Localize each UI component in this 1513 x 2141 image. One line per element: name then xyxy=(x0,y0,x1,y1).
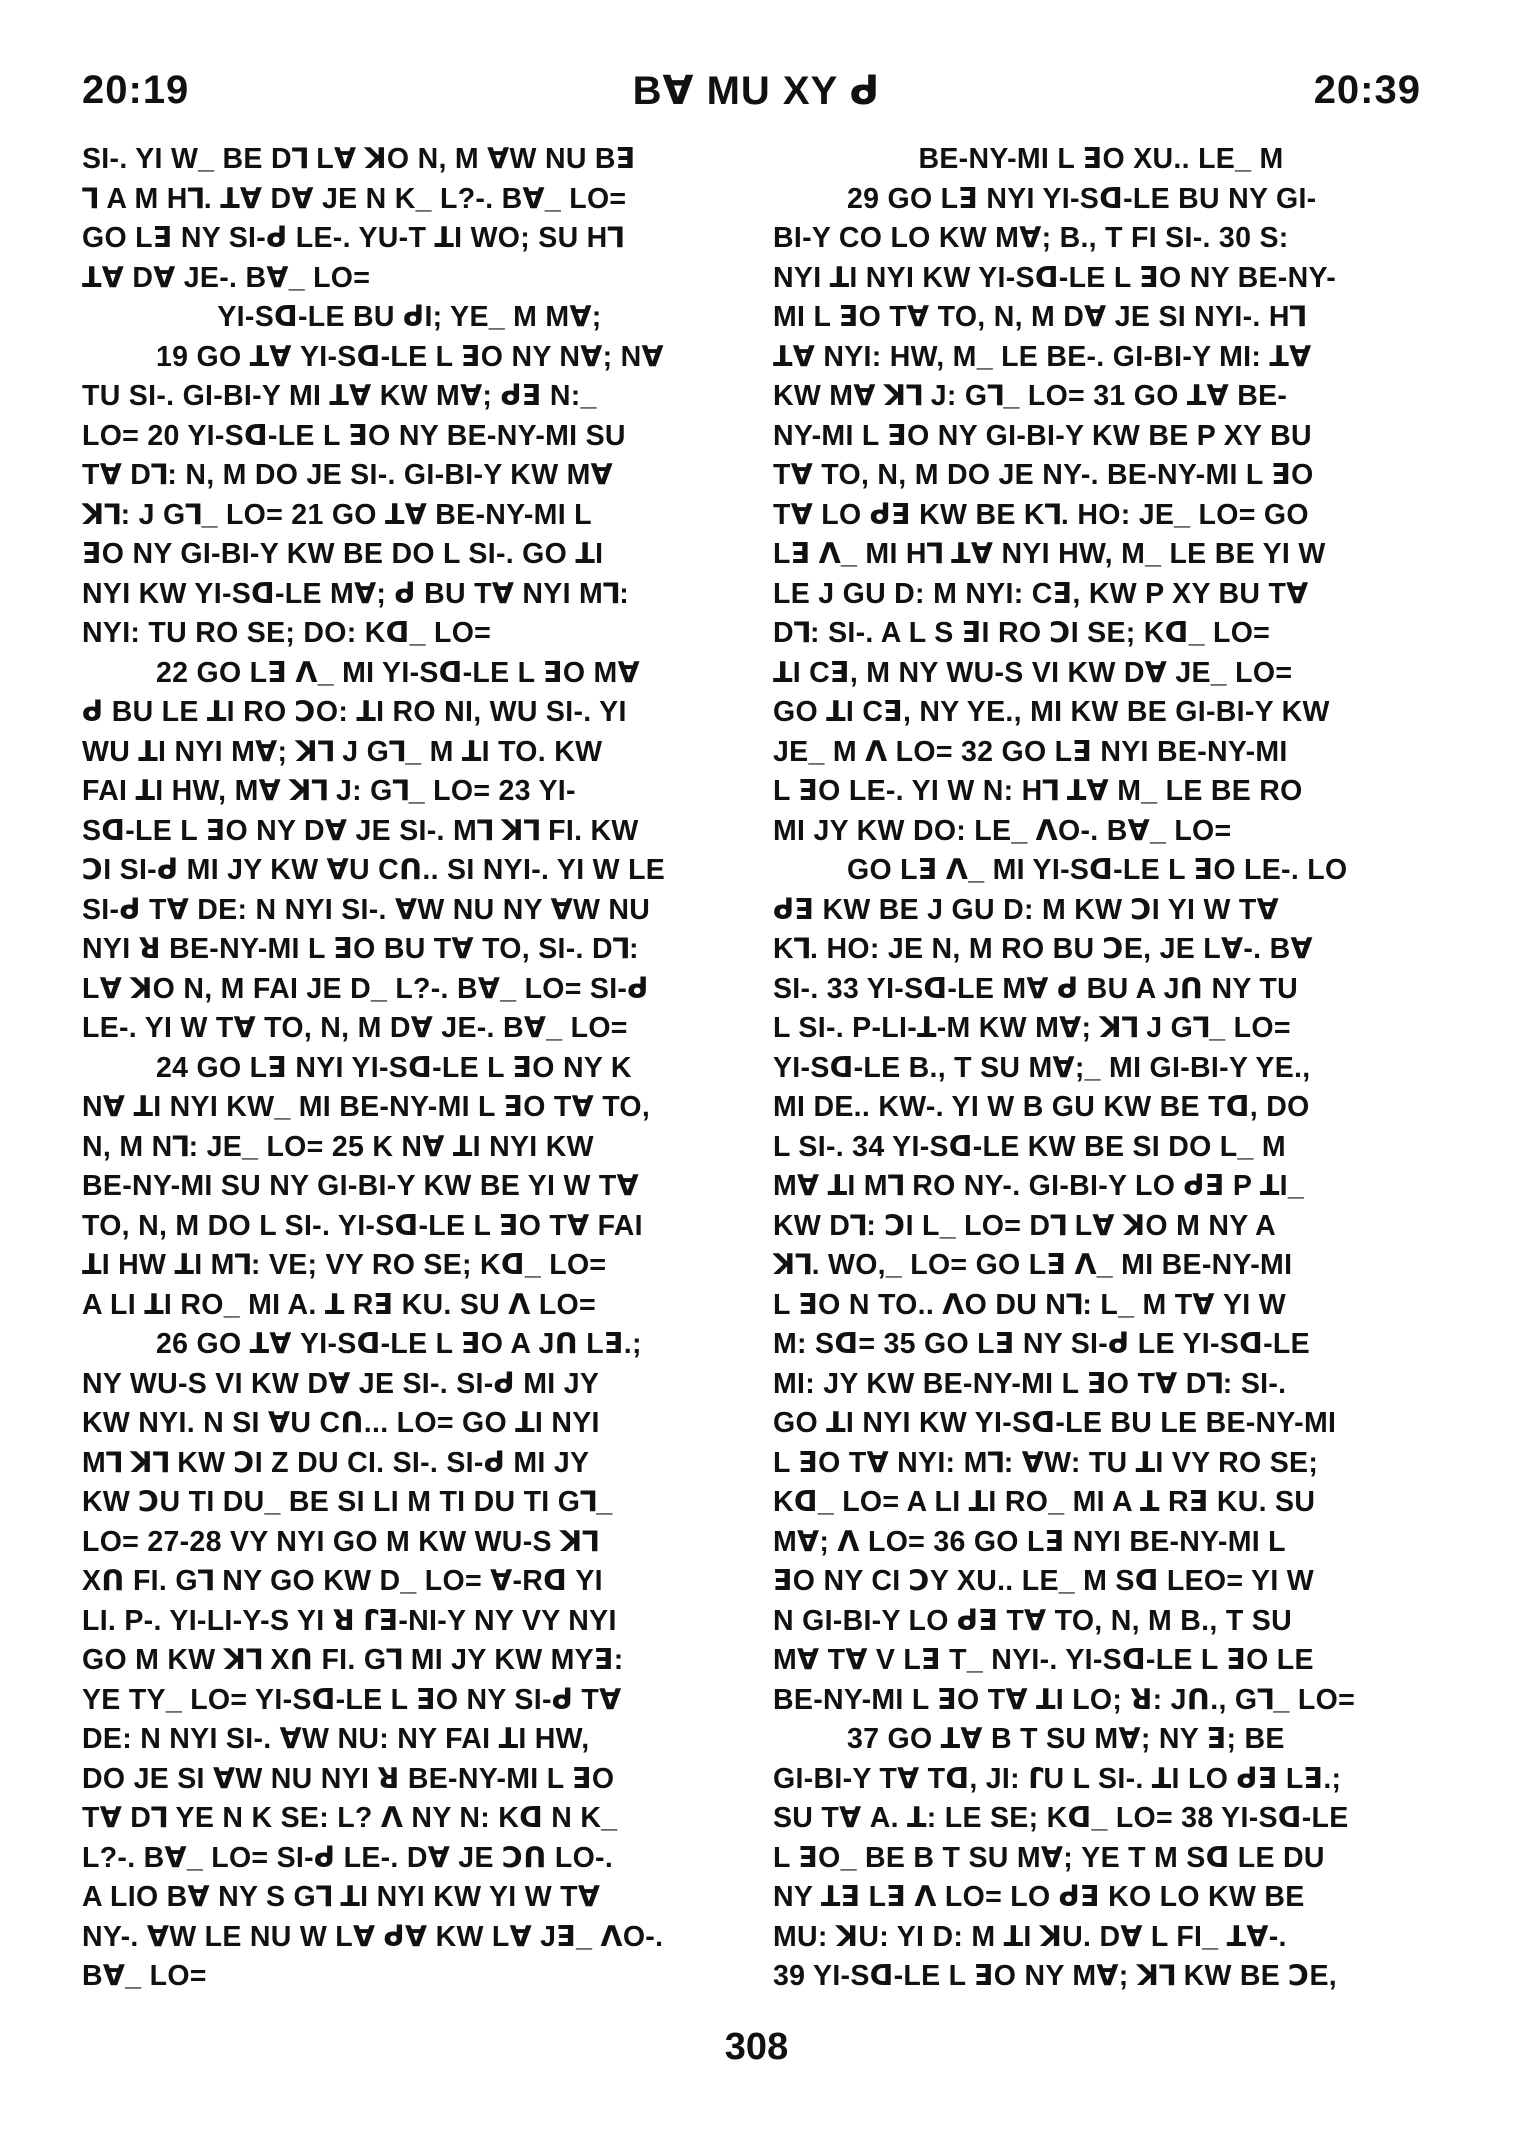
text-line: NY-. ꓯW LE NU W Lꓯ ᑯꓯ KW Lꓯ Jꓱ_ ꓥO-. xyxy=(82,1920,664,1953)
text-line: Nꓯ ꓕI NYI KW_ MI BE-NY-MI L ꓱO Tꓯ TO, xyxy=(82,1091,651,1123)
text-line: GO ꓕI Cꓱ, NY YE., MI KW BE GI-BI-Y KW xyxy=(773,696,1330,728)
header-book-title: Bꓯ MU XY ᑯ xyxy=(632,69,881,113)
text-line: ꓕꓯ NYI: HW, M_ LE BE-. GI-BI-Y MI: ꓕꓯ xyxy=(773,340,1312,373)
text-line: GO Lꓱ NY SI-ᑯ LE-. YU-T ꓕI WO; SU Hꓶ xyxy=(82,222,624,254)
text-line: GO M KW ꓘꓶ Xꓵ FI. Gꓶ MI JY KW MYꓱ: xyxy=(82,1644,624,1676)
text-line: L SI-. P-LI-ꓕ-M KW Mꓯ; ꓘꓶ J Gꓶ_ LO= xyxy=(773,1012,1291,1044)
text-line: LE J GU D: M NYI: Cꓱ, KW P XY BU Tꓯ xyxy=(773,577,1309,610)
text-line: DE: N NYI SI-. ꓯW NU: NY FAI ꓕI HW, xyxy=(82,1723,590,1755)
text-line: FAI ꓕI HW, Mꓯ ꓘꓶ J: Gꓶ_ LO= 23 YI- xyxy=(82,775,576,807)
text-line: NY ꓕꓱ Lꓱ ꓥ LO= LO ᑯꓱ KO LO KW BE xyxy=(773,1881,1305,1913)
text-line: KW NYI. N SI ꓯU Cꓵ... LO= GO ꓕI NYI xyxy=(82,1407,600,1439)
text-line: SI-. YI W_ BE Dꓶ Lꓯ ꓘO N, M ꓯW NU Bꓱ xyxy=(82,143,636,175)
header-left-reference: 20:19 xyxy=(82,68,190,112)
text-line: 26 GO ꓕꓯ YI-Sꓷ-LE L ꓱO A Jꓵ Lꓱ.; xyxy=(156,1328,642,1360)
text-line: Mꓯ Tꓯ V Lꓱ T_ NYI-. YI-Sꓷ-LE L ꓱO LE xyxy=(773,1644,1314,1676)
text-line: ꓕI Cꓱ, M NY WU-S VI KW Dꓯ JE_ LO= xyxy=(773,656,1293,689)
text-line: A LI ꓕI RO_ MI A. ꓕ Rꓱ KU. SU ꓥ LO= xyxy=(82,1288,596,1321)
text-line: JE_ M ꓥ LO= 32 GO Lꓱ NYI BE-NY-MI xyxy=(773,735,1288,768)
text-line: ꓕI HW ꓕI Mꓶ: VE; VY RO SE; Kꓷ_ LO= xyxy=(82,1249,607,1281)
text-line: L ꓱO Tꓯ NYI: Mꓶ: ꓯW: TU ꓕI VY RO SE; xyxy=(773,1446,1319,1479)
text-line: Kꓶ. HO: JE N, M RO BU ꓛE, JE Lꓯ-. Bꓯ xyxy=(773,933,1313,965)
text-line: YE TY_ LO= YI-Sꓷ-LE L ꓱO NY SI-ᑯ Tꓯ xyxy=(82,1683,622,1716)
text-line: M: Sꓷ= 35 GO Lꓱ NY SI-ᑯ LE YI-Sꓷ-LE xyxy=(773,1328,1310,1360)
text-line: LO= 27-28 VY NYI GO M KW WU-S ꓘꓶ xyxy=(82,1525,599,1558)
text-line: MI JY KW DO: LE_ ꓥO-. Bꓯ_ LO= xyxy=(773,814,1232,847)
text-line: WU ꓕI NYI Mꓯ; ꓘꓶ J Gꓶ_ M ꓕI TO. KW xyxy=(82,735,603,768)
text-line: NYI: TU RO SE; DO: Kꓷ_ LO= xyxy=(82,617,492,649)
text-line: 29 GO Lꓱ NYI YI-Sꓷ-LE BU NY GI- xyxy=(847,182,1317,215)
text-line: KW Mꓯ ꓘꓶ J: Gꓶ_ LO= 31 GO ꓕꓯ BE- xyxy=(773,380,1288,412)
text-line: L ꓱO N TO.. ꓥO DU Nꓶ: L_ M Tꓯ YI W xyxy=(773,1288,1286,1321)
text-line: BE-NY-MI SU NY GI-BI-Y KW BE YI W Tꓯ xyxy=(82,1170,639,1202)
text-line: 37 GO ꓕꓯ B T SU Mꓯ; NY ꓱ; BE xyxy=(847,1723,1285,1755)
text-line: L?-. Bꓯ_ LO= SI-ᑯ LE-. Dꓯ JE ꓛꓵ LO-. xyxy=(82,1841,614,1874)
text-line: Lꓱ ꓥ_ MI Hꓶ ꓕꓯ NYI HW, M_ LE BE YI W xyxy=(773,538,1326,570)
text-line: ꓱO NY CI ꓛY XU.. LE_ M Sꓷ LEO= YI W xyxy=(773,1565,1314,1597)
text-line: YI-Sꓷ-LE B., T SU Mꓯ;_ MI GI-BI-Y YE., xyxy=(773,1051,1311,1084)
text-line: ᑯꓱ KW BE J GU D: M KW ꓛI YI W Tꓯ xyxy=(773,893,1279,926)
text-line: 19 GO ꓕꓯ YI-Sꓷ-LE L ꓱO NY Nꓯ; Nꓯ xyxy=(156,340,664,373)
text-line: Mꓯ ꓕI Mꓶ RO NY-. GI-BI-Y LO ᑯꓱ P ꓕI_ xyxy=(773,1170,1305,1202)
text-line: MI DE.. KW-. YI W B GU KW BE Tꓷ, DO xyxy=(773,1091,1310,1123)
text-line: ꓛI SI-ᑯ MI JY KW ꓯU Cꓵ.. SI NYI-. YI W LE xyxy=(82,854,666,886)
text-line: MI L ꓱO Tꓯ TO, N, M Dꓯ JE SI NYI-. Hꓶ xyxy=(773,301,1306,333)
text-line: SU Tꓯ A. ꓕ: LE SE; Kꓷ_ LO= 38 YI-Sꓷ-LE xyxy=(773,1802,1349,1834)
section-heading: YI-Sꓷ-LE BU ᑯI; YE_ M Mꓯ; xyxy=(217,301,602,333)
text-line: ꓱO NY GI-BI-Y KW BE DO L SI-. GO ꓕI xyxy=(82,538,604,570)
text-line: TU SI-. GI-BI-Y MI ꓕꓯ KW Mꓯ; ᑯꓱ N:_ xyxy=(82,380,597,412)
text-line: DO JE SI ꓯW NU NYI ꓤ BE-NY-MI L ꓱO xyxy=(82,1762,615,1795)
text-line: SI-ᑯ Tꓯ DE: N NYI SI-. ꓯW NU NY ꓯW NU xyxy=(82,893,651,926)
text-line: A LIO Bꓯ NY S Gꓶ ꓕI NYI KW YI W Tꓯ xyxy=(82,1881,601,1913)
text-line: ꓶ A M Hꓶ. ꓕꓯ Dꓯ JE N K_ L?-. Bꓯ_ LO= xyxy=(82,182,627,215)
text-line: ꓘꓶ: J Gꓶ_ LO= 21 GO ꓕꓯ BE-NY-MI L xyxy=(82,498,592,531)
text-line: LE-. YI W Tꓯ TO, N, M Dꓯ JE-. Bꓯ_ LO= xyxy=(82,1012,628,1044)
text-line: Xꓵ FI. Gꓶ NY GO KW D_ LO= ꓯ-Rꓷ YI xyxy=(82,1565,603,1597)
text-line: NYI ꓤ BE-NY-MI L ꓱO BU Tꓯ TO, SI-. Dꓶ: xyxy=(82,933,639,965)
text-line: ꓘꓶ. WO,_ LO= GO Lꓱ ꓥ_ MI BE-NY-MI xyxy=(773,1249,1293,1281)
text-line: Bꓯ_ LO= xyxy=(82,1960,207,1992)
text-line: NYI KW YI-Sꓷ-LE Mꓯ; ᑯ BU Tꓯ NYI Mꓶ: xyxy=(82,577,630,610)
text-line: MU: ꓘU: YI D: M ꓕI ꓘU. Dꓯ L FI_ ꓕꓯ-. xyxy=(773,1920,1287,1953)
text-line: Tꓯ Dꓶ: N, M DO JE SI-. GI-BI-Y KW Mꓯ xyxy=(82,459,614,491)
text-line: LO= 20 YI-Sꓷ-LE L ꓱO NY BE-NY-MI SU xyxy=(82,419,626,452)
text-line: 39 YI-Sꓷ-LE L ꓱO NY Mꓯ; ꓘꓶ KW BE ꓛE, xyxy=(773,1960,1338,1992)
text-line: KW ꓛU TI DU_ BE SI LI M TI DU TI Gꓶ_ xyxy=(82,1486,613,1518)
text-line: Mꓯ; ꓥ LO= 36 GO Lꓱ NYI BE-NY-MI L xyxy=(773,1525,1286,1558)
text-line: Kꓷ_ LO= A LI ꓕI RO_ MI A ꓕ Rꓱ KU. SU xyxy=(773,1486,1316,1518)
text-line: TO, N, M DO L SI-. YI-Sꓷ-LE L ꓱO Tꓯ FAI xyxy=(82,1209,643,1242)
text-line: L ꓱO_ BE B T SU Mꓯ; YE T M Sꓷ LE DU xyxy=(773,1841,1325,1874)
text-line: Tꓯ Dꓶ YE N K SE: L? ꓥ NY N: Kꓷ N K_ xyxy=(82,1802,618,1834)
page-number: 308 xyxy=(724,2026,789,2068)
text-line: Mꓶ ꓘꓶ KW ꓛI Z DU CI. SI-. SI-ᑯ MI JY xyxy=(82,1446,590,1479)
text-line: N GI-BI-Y LO ᑯꓱ Tꓯ TO, N, M B., T SU xyxy=(773,1604,1292,1637)
text-line: Tꓯ TO, N, M DO JE NY-. BE-NY-MI L ꓱO xyxy=(773,459,1314,491)
text-line: N, M Nꓶ: JE_ LO= 25 K Nꓯ ꓕI NYI KW xyxy=(82,1130,594,1163)
right-text-column xyxy=(773,140,1429,1997)
text-line: MI: JY KW BE-NY-MI L ꓱO Tꓯ Dꓶ: SI-. xyxy=(773,1367,1287,1400)
text-line: SI-. 33 YI-Sꓷ-LE Mꓯ ᑯ BU A Jꓵ NY TU xyxy=(773,972,1298,1005)
text-line: Tꓯ LO ᑯꓱ KW BE Kꓶ. HO: JE_ LO= GO xyxy=(773,498,1309,531)
text-line: 22 GO Lꓱ ꓥ_ MI YI-Sꓷ-LE L ꓱO Mꓯ xyxy=(156,656,640,689)
header-right-reference: 20:39 xyxy=(1313,68,1421,112)
text-line: L SI-. 34 YI-Sꓷ-LE KW BE SI DO L_ M xyxy=(773,1130,1286,1163)
text-line: ᑯ BU LE ꓕI RO ꓛO: ꓕI RO NI, WU SI-. YI xyxy=(82,696,627,728)
text-line: GO ꓕI NYI KW YI-Sꓷ-LE BU LE BE-NY-MI xyxy=(773,1407,1337,1439)
text-line: BE-NY-MI L ꓱO Tꓯ ꓕI LO; ꓤ: Jꓵ., Gꓶ_ LO= xyxy=(773,1683,1356,1716)
section-heading: BE-NY-MI L ꓱO XU.. LE_ M xyxy=(918,143,1284,175)
text-line: KW Dꓶ: ꓛI L_ LO= Dꓶ Lꓯ ꓘO M NY A xyxy=(773,1209,1277,1242)
text-line: Lꓯ ꓘO N, M FAI JE D_ L?-. Bꓯ_ LO= SI-ᑯ xyxy=(82,972,649,1005)
left-text-column xyxy=(82,140,737,1997)
text-line: BI-Y CO LO KW Mꓯ; B., T FI SI-. 30 S: xyxy=(773,222,1289,254)
text-line: Sꓷ-LE L ꓱO NY Dꓯ JE SI-. Mꓶ ꓘꓶ FI. KW xyxy=(82,814,639,847)
text-line: NY WU-S VI KW Dꓯ JE SI-. SI-ᑯ MI JY xyxy=(82,1367,600,1400)
text-line: GI-BI-Y Tꓯ Tꓷ, JI: ꓩU L SI-. ꓕI LO ᑯꓱ Lꓱ.; xyxy=(773,1762,1342,1795)
text-line: NY-MI L ꓱO NY GI-BI-Y KW BE P XY BU xyxy=(773,419,1312,452)
text-line: GO Lꓱ ꓥ_ MI YI-Sꓷ-LE L ꓱO LE-. LO xyxy=(847,854,1348,886)
text-line: L ꓱO LE-. YI W N: Hꓶ ꓕꓯ M_ LE BE RO xyxy=(773,775,1303,807)
text-line: ꓕꓯ Dꓯ JE-. Bꓯ_ LO= xyxy=(82,261,371,294)
text-line: NYI ꓕI NYI KW YI-Sꓷ-LE L ꓱO NY BE-NY- xyxy=(773,261,1336,294)
text-line: Dꓶ: SI-. A L S ꓱI RO ꓛI SE; Kꓷ_ LO= xyxy=(773,617,1271,649)
text-line: 24 GO Lꓱ NYI YI-Sꓷ-LE L ꓱO NY K xyxy=(156,1051,632,1084)
text-line: LI. P-. YI-LI-Y-S YI ꓤ ꓩꓱ-NI-Y NY VY NYI xyxy=(82,1604,617,1637)
